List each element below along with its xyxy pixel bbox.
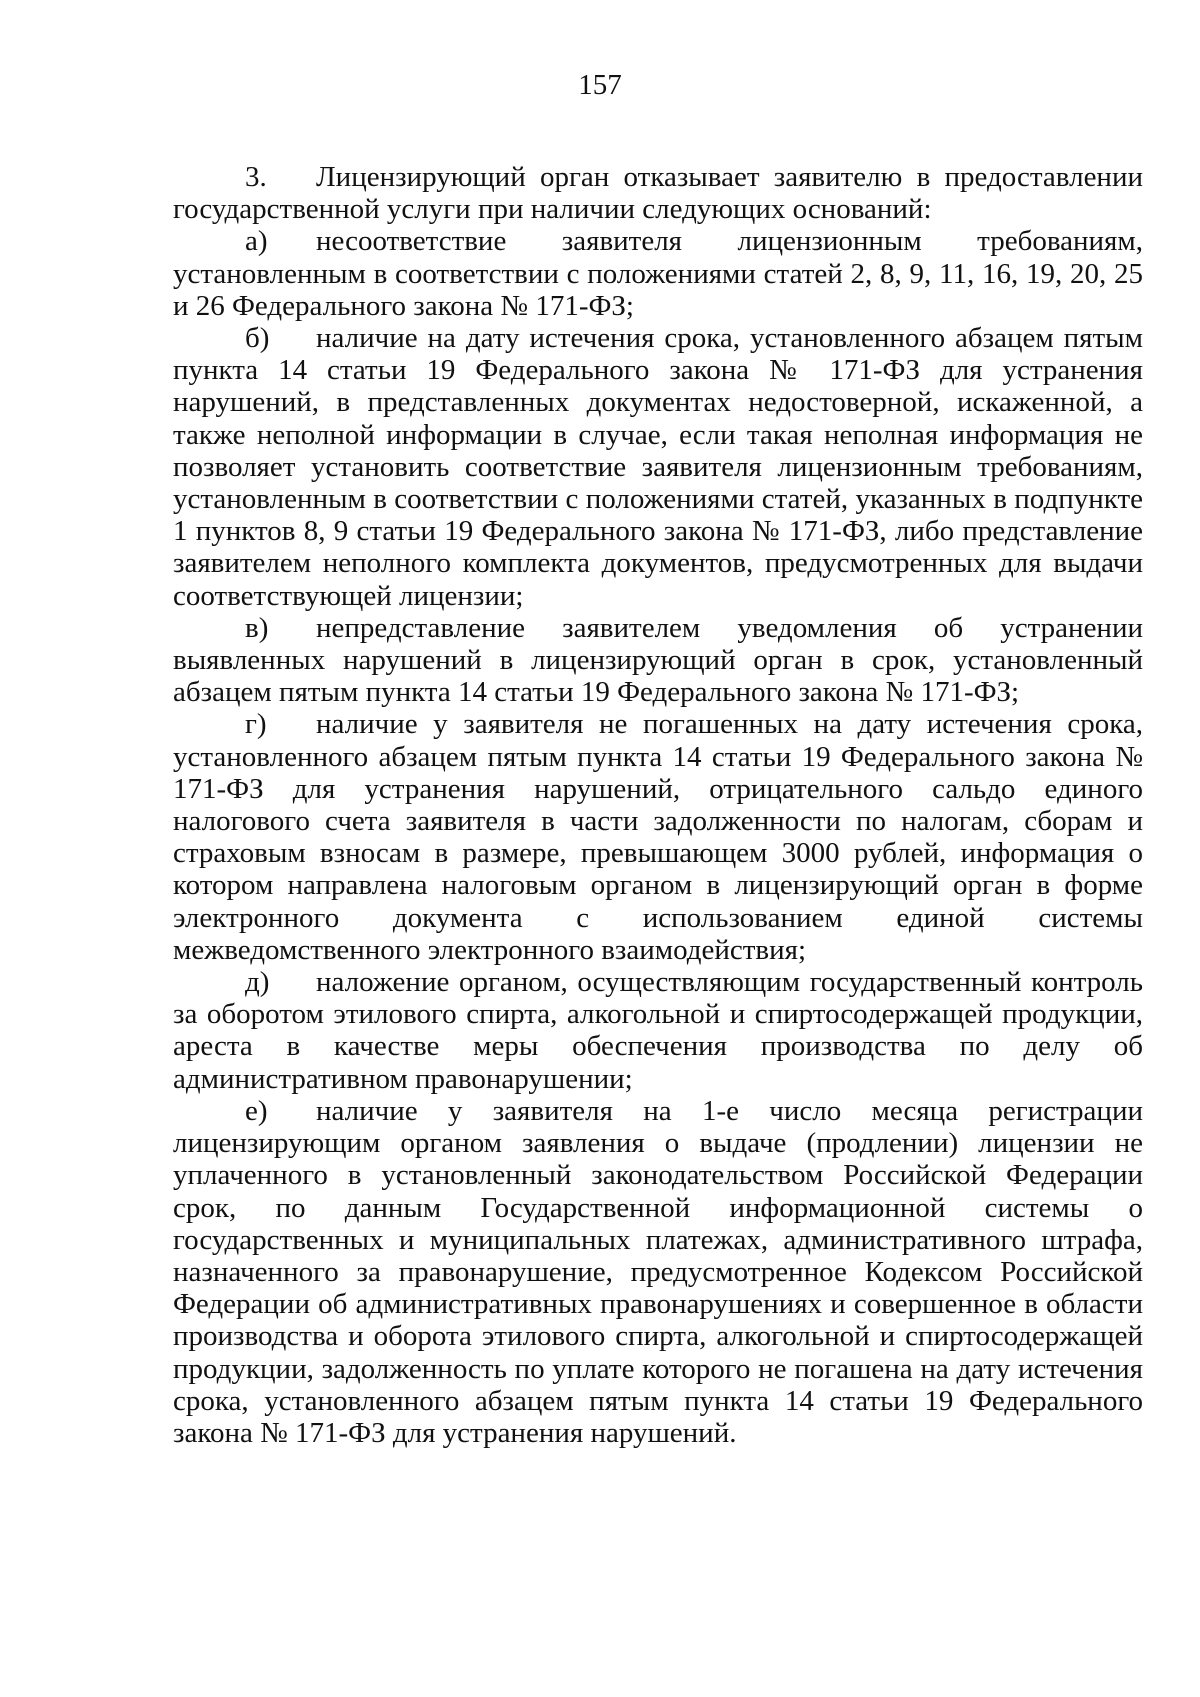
paragraph-text: наличие у заявителя на 1-е число месяца регистрации лицензирующим органом заявления о выдаче (продлении) лицензии не уплаченного в установленный законодательством Российской Федерации срок, по данным Государственной информационной системы о государственных и муниципальных платежах, административного штрафа, назначенного за правонарушение, предусмотренное Кодексом Российской Федерации об административных правонарушениях и совершенное в области производства и оборота этилового спирта, алкогольной и спиртосодержащей продукции, задолженность по уплате которого не погашена на дату истечения срока, установленного абзацем пятым пункта 14 статьи 19 Федерального закона № 171-ФЗ для устранения нарушений. (173, 1094, 1143, 1449)
subparagraph-b (173, 322, 1143, 612)
subparagraph-a (173, 225, 1143, 322)
paragraph-text: Лицензирующий орган отказывает заявителю в предоставлении государственной услуги при наличии следующих оснований: (173, 161, 1143, 226)
subparagraph-v (173, 612, 1143, 709)
paragraph-text: наличие на дату истечения срока, установленного абзацем пятым пункта 14 статьи 19 Федерального закона № 171-ФЗ для устранения нарушений, в представленных документах недостоверной, искаженной, а также неполной информации в случае, если такая неполная информация не позволяет установить соответствие заявителя лицензионным требованиям, установленным в соответствии с положениями статей, указанных в подпункте 1 пунктов 8, 9 статьи 19 Федерального закона № 171-ФЗ, либо представление заявителем неполного комплекта документов, предусмотренных для выдачи соответствующей лицензии; (173, 322, 1143, 612)
paragraph-3 (173, 161, 1143, 225)
paragraph-text: наличие у заявителя не погашенных на дату истечения срока, установленного абзацем пятым пункта 14 статьи 19 Федерального закона № 171-ФЗ для устранения нарушений, отрицательного сальдо единого налогового счета заявителя в части задолженности по налогам, сборам и страховым взносам в размере, превышающем 3000 рублей, информация о котором направлена налоговым органом в лицензирующий орган в форме электронного документа с использованием единой системы межведомственного электронного взаимодействия; (173, 708, 1143, 966)
document-body (173, 161, 1143, 1449)
paragraph-marker: в) (245, 611, 269, 644)
paragraph-marker: г) (245, 708, 267, 741)
subparagraph-d (173, 966, 1143, 1095)
paragraph-marker: е) (245, 1094, 268, 1127)
subparagraph-e (173, 1095, 1143, 1449)
page-number: 157 (578, 69, 622, 101)
paragraph-text: наложение органом, осуществляющим государственный контроль за оборотом этилового спирта, алкогольной и спиртосодержащей продукции, ареста в качестве меры обеспечения производства по делу об административном правонарушении; (173, 966, 1143, 1095)
paragraph-text: непредставление заявителем уведомления об устранении выявленных нарушений в лицензирующий орган в срок, установленный абзацем пятым пункта 14 статьи 19 Федерального закона № 171-ФЗ; (173, 611, 1143, 709)
paragraph-marker: д) (245, 966, 270, 999)
subparagraph-g (173, 708, 1143, 966)
paragraph-marker: 3. (245, 161, 267, 193)
paragraph-marker: б) (245, 322, 270, 355)
paragraph-text: несоответствие заявителя лицензионным требованиям, установленным в соответствии с положениями статей 2, 8, 9, 11, 16, 19, 20, 25 и 26 Федерального закона № 171-ФЗ; (173, 225, 1143, 322)
paragraph-marker: а) (245, 225, 268, 258)
